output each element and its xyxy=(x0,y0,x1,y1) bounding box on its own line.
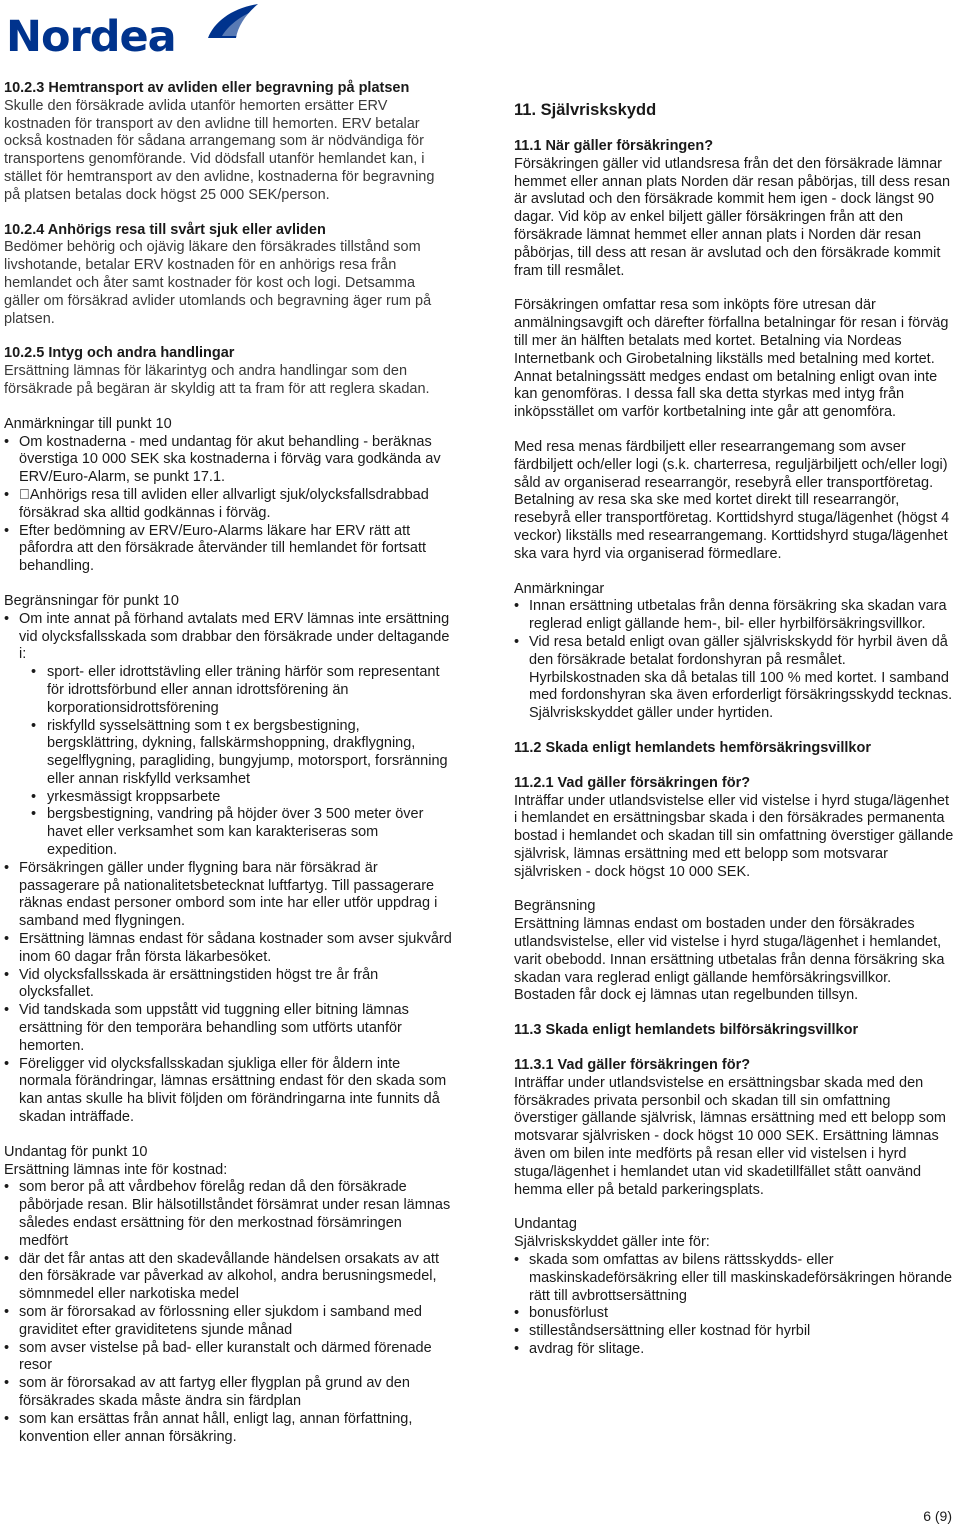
section-11-1 xyxy=(514,138,956,280)
exclusions-list xyxy=(4,1179,452,1446)
section-heading: 11.3.1 Vad gäller försäkringen för? xyxy=(514,1057,751,1074)
paragraph: Med resa menas färdbiljett eller researrangemang som avser färdbiljett och/eller logi (s.k. charterresa, reguljärbiljett och/eller logi) såld av organiserad researrangör, resebyrå eller transportföretag. Betalning av resa ska ske med kortet direkt till researrangör, resebyrå eller transportföretag. Korttidshyrd stuga/lägenhet (högst 4 veckor) likställs med researrangemang. Korttidshyrd stuga/lägenhet ska vara hyrd via organiserad förmedlare. xyxy=(514,438,950,562)
list-item: • Försäkringen gäller under flygning bara när försäkrad är passagerare på nationalitetsbetecknat luftfartyg. Till passagerare räknas endast personer ombord som inte har eller utför uppdrag i samband med flygningen. xyxy=(4,860,452,931)
list-item: • som avser vistelse på bad- eller kuranstalt och därmed förenade resor xyxy=(4,1340,452,1376)
list-item: • Anhörigs resa till avliden eller allvarligt sjuk/olycksfallsdrabbad försäkrad ska alltid godkännas i förväg. xyxy=(4,487,452,523)
section-heading: 11.2.1 Vad gäller försäkringen för? xyxy=(514,774,751,791)
list-item-text: Om inte annat på förhand avtalats med ERV lämnas inte ersättning vid olycksfallsskada som drabbar den försäkrade under deltagande i: xyxy=(19,610,450,663)
exclusions-intro: Ersättning lämnas inte för kostnad: xyxy=(4,1161,228,1178)
notes-list xyxy=(4,434,452,576)
notes-list xyxy=(514,598,956,723)
section-11-3-heading: 11.3 Skada enligt hemlandets bilförsäkringsvillkor xyxy=(514,1022,859,1039)
limitation-section xyxy=(514,898,956,1005)
list-item: • Efter bedömning av ERV/Euro-Alarms läkare har ERV rätt att påfordra att den försäkrade återvänder till hemlandet för fortsatt behandling. xyxy=(4,523,452,576)
list-item: • bergsbestigning, vandring på höjder över 3 500 meter över havet eller verksamhet som kan karakteriseras som expedition. xyxy=(19,806,452,859)
limitations-list xyxy=(4,611,452,1127)
nordea-logo xyxy=(6,2,256,62)
section-11-heading: 11. Självriskskydd xyxy=(514,101,657,119)
list-item: • som beror på att vårdbehov förelåg redan då den försäkrade påbörjade resan. Blir hälsotillståndet försämrat under resan lämnas således endast ersättning för den merkostnad försämringen medfört xyxy=(4,1179,452,1250)
list-item: • skada som omfattas av bilens rättsskydds- eller maskinskadeförsäkring eller till maskinskadeförsäkringen hörande rätt till avbrottsersättning xyxy=(514,1252,956,1305)
list-item: • Föreligger vid olycksfallsskadan sjukliga eller för åldern inte normala förändringar, lämnas ersättning endast för den skada som kan antas skulle ha blivit följden om förändringarna inte funnits då skadan inträffade. xyxy=(4,1056,452,1127)
list-item: • bonusförlust xyxy=(514,1305,956,1323)
logo-sail-icon xyxy=(202,2,262,42)
section-heading: 10.2.5 Intyg och andra handlingar xyxy=(4,345,235,362)
paragraph: Ersättning lämnas endast om bostaden under den försäkrades utlandsvistelse, eller vid vistelse i hyrd stuga/lägenhet i hemlandet, varit obebodd. Innan ersättning utbetalas från denna försäkring ska skadan vara reglerad enligt gällande hemförsäkringsvillkor. Bostaden får dock ej lämnas utan regelbunden tillsyn. xyxy=(514,916,945,1004)
section-body: Skulle den försäkrade avlida utanför hemorten ersätter ERV kostnaden för transport av den avlidne till hemorten. ERV betalar också kostnaden för sådana arrangemang som är nödvändiga för transportens genomförande. Vid dödsfall utanför hemlandet kan, i stället för hemtransport av den avlidne, kostnaderna för begravning på platsen betalas dock högst 25 000 SEK/person. xyxy=(4,97,435,203)
section-heading: 11.1 När gäller försäkringen? xyxy=(514,138,714,154)
paragraph: Inträffar under utlandsvistelse eller vid vistelse i hyrd stuga/lägenhet i hemlandet en ersättningsbar skada i den försäkrades permanenta bostad i hemlandet och skadan till sin omfattning överstiger gällande självrisk, lämnas ersättning med ett belopp som motsvarar självrisken - dock högst 10 000 SEK. xyxy=(514,792,954,880)
right-column xyxy=(514,100,956,1376)
list-item: • stilleståndsersättning eller kostnad för hyrbil xyxy=(514,1323,956,1341)
list-item: • yrkesmässigt kroppsarbete xyxy=(19,789,452,807)
section-10-2-5 xyxy=(4,345,452,398)
limitations-heading: Begränsningar för punkt 10 xyxy=(4,592,179,609)
sub-list xyxy=(19,664,452,860)
list-item: • riskfylld sysselsättning som t ex bergsbestigning, bergsklättring, dykning, fallskärmshoppning, drakflygning, segelflygning, paragliding, bungyjump, motorsport, forsränning eller annan riskfylld verksamhet xyxy=(19,718,452,789)
exclusions-heading: Undantag xyxy=(514,1216,577,1233)
list-item: • som är förorsakad av förlossning eller sjukdom i samband med graviditet efter graviditetens sjunde månad xyxy=(4,1304,452,1340)
list-item: • Vid olycksfallsskada är ersättningstiden högst tre år från olycksfallet. xyxy=(4,967,452,1003)
section-10-2-4 xyxy=(4,222,452,329)
list-item: • där det får antas att den skadevållande händelsen orsakats av att den försäkrade var påverkad av alkohol, andra berusningsmedel, sömnmedel eller narkotiska medel xyxy=(4,1251,452,1304)
exclusions-section xyxy=(514,1216,956,1358)
section-10-2-3 xyxy=(4,80,452,205)
section-heading: 10.2.4 Anhörigs resa till svårt sjuk eller avliden xyxy=(4,221,326,238)
list-item: • Vid resa betald enligt ovan gäller självriskskydd för hyrbil även då den försäkrade betalat fordonshyran på resmålet. Hyrbilskostnaden ska då betalas till 100 % med kortet. I samband med fordonshyran ska även erforderligt försäkringsskydd tecknas. Självriskskyddet gäller under hyrtiden. xyxy=(514,634,956,723)
list-item: • Om kostnaderna - med undantag för akut behandling - beräknas överstiga 10 000 SEK ska kostnaderna i förväg vara godkända av ERV/Euro-Alarm, se punkt 17.1. xyxy=(4,434,452,487)
list-item: • som är förorsakad av att fartyg eller flygplan på grund av den försäkrades skada måste ändra sin färdplan xyxy=(4,1375,452,1411)
exclusions-heading: Undantag för punkt 10 xyxy=(4,1143,148,1160)
list-item: • Innan ersättning utbetalas från denna försäkring ska skadan vara reglerad enligt gällande hem-, bil- eller hyrbilförsäkringsvillkor. xyxy=(514,598,956,634)
section-11-2-1 xyxy=(514,775,956,882)
notes-heading: Anmärkningar till punkt 10 xyxy=(4,415,172,432)
exclusions-intro: Självriskskyddet gäller inte för: xyxy=(514,1234,710,1251)
section-11-3-1 xyxy=(514,1057,956,1199)
list-item: • Ersättning lämnas endast för sådana kostnader som avser sjukvård inom 60 dagar från första läkarbesöket. xyxy=(4,931,452,967)
section-body: Bedömer behörig och ojävig läkare den försäkrades tillstånd som livshotande, betalar ERV kostnaden för en anhörigs resa från hemlandet och åter samt kostnader för kost och logi. Detsamma gäller om försäkrad avlider utomlands och begravning äger rum på platsen. xyxy=(4,239,432,327)
page-number: 6 (9) xyxy=(923,1508,952,1524)
exclusions-section xyxy=(4,1144,452,1447)
left-column xyxy=(4,80,452,1463)
paragraph: Försäkringen omfattar resa som inköpts före utresan där anmälningsavgift och därefter förfallna betalningar för resan i förväg till mer än hälften betalats med kortet. Betalning via Nordeas Internetbank och Girobetalning likställs med betalning med kortet. Annat betalningssätt medges endast om betalning enligt ovan inte kan genomföras. I dessa fall ska detta styrkas med intyg från inköpsstället om varför kortbetalning inte går att genomföra. xyxy=(514,297,949,421)
list-item: • avdrag för slitage. xyxy=(514,1341,956,1359)
exclusions-list xyxy=(514,1252,956,1359)
limitation-heading: Begränsning xyxy=(514,898,596,915)
section-heading: 10.2.3 Hemtransport av avliden eller begravning på platsen xyxy=(4,80,410,96)
notes-heading: Anmärkningar xyxy=(514,580,605,597)
limitations-section xyxy=(4,593,452,1127)
notes-section xyxy=(4,416,452,576)
list-item xyxy=(4,611,452,860)
list-item: • som kan ersättas från annat håll, enligt lag, annan författning, konvention eller annan försäkring. xyxy=(4,1411,452,1447)
section-body: Ersättning lämnas för läkarintyg och andra handlingar som den försäkrade på begäran är skyldig att ta fram för att reglera skadan. xyxy=(4,363,430,397)
list-item: • Vid tandskada som uppstått vid tuggning eller bitning lämnas ersättning för den temporära behandling som utförts utanför hemorten. xyxy=(4,1002,452,1055)
section-11-2-heading: 11.2 Skada enligt hemlandets hemförsäkringsvillkor xyxy=(514,739,871,756)
notes-section xyxy=(514,581,956,723)
paragraph: Inträffar under utlandsvistelse en ersättningsbar skada med den försäkrades privata personbil och skadan till sin omfattning överstiger gällande självrisk, lämnas ersättning med ett belopp som motsvarar självrisken - dock högst 10 000 SEK. Ersättning lämnas även om bilen inte medförts på resan eller vid vistelsen i hyrd stuga/lägenhet i hemlandet utan vid skadetillfället stått oanvänd hemma eller på betald parkeringsplats. xyxy=(514,1074,946,1198)
paragraph: Försäkringen gäller vid utlandsresa från det den försäkrade lämnar hemmet eller annan plats Norden där resan påbörjas, till dess resan är avslutad och den försäkrade kommit hem igen - dock längst 90 dagar. Vid köp av enkel biljett gäller försäkringen från att den försäkrade lämnat hemmet eller annan plats i Norden där resan påbörjas, till dess att resan är avslutad och den försäkrade kommit fram till resmålet. xyxy=(514,155,951,279)
logo-wordmark: Nordea xyxy=(6,12,176,62)
list-item: • sport- eller idrottstävling eller träning härför som representant för idrottsförbund eller annan idrottsförening än korporationsidrottsförening xyxy=(19,664,452,717)
